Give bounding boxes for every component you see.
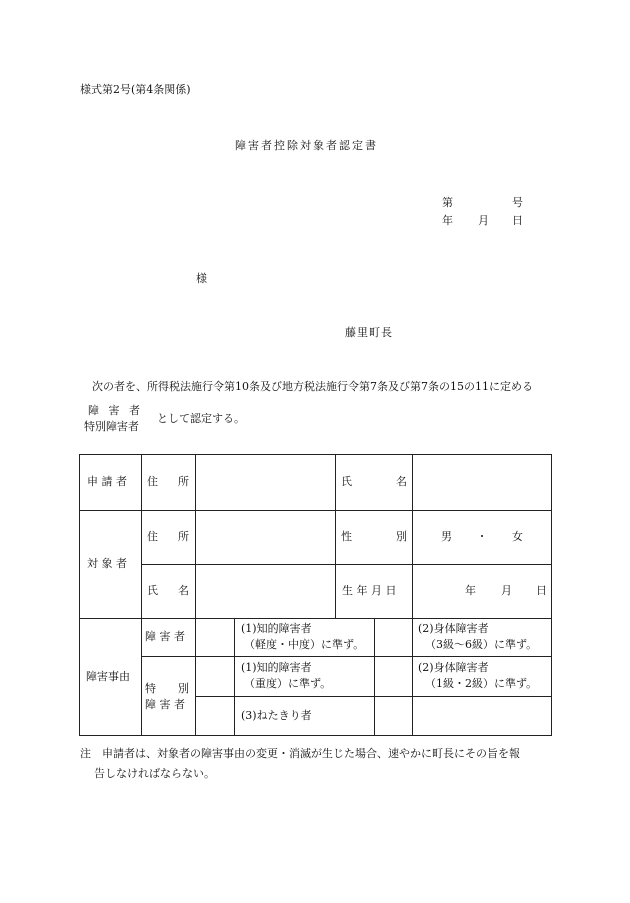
r2-physical-line1: (2)身体障害者 <box>418 661 489 674</box>
r1-physical-line2: （3級～6級）に準ず。 <box>425 638 538 651</box>
issuer: 藤里町長 <box>345 326 393 339</box>
birthdate-year: 年 <box>465 584 476 597</box>
special-category-label-line1: 特 別 <box>145 682 189 695</box>
document-number-prefix: 第 <box>442 196 453 209</box>
subject-name-field[interactable] <box>196 565 335 618</box>
note-line2: 告しなければならない。 <box>94 767 215 780</box>
applicant-label: 申 請 者 <box>87 475 127 488</box>
subject-address-label: 住 所 <box>147 530 189 543</box>
document-title: 障害者控除対象者認定書 <box>235 139 378 152</box>
sex-male-option[interactable]: 男 <box>441 530 452 543</box>
r2-intellectual-line1: (1)知的障害者 <box>241 661 312 674</box>
applicant-address-field[interactable] <box>196 455 335 510</box>
subject-sex-options[interactable]: 男 ・ 女 <box>441 530 523 543</box>
issue-date-year: 年 <box>442 214 453 227</box>
body-text-line1: 次の者を、所得税法施行令第10条及び地方税法施行令第7条及び第7条の15の11に定める <box>92 380 533 393</box>
issue-date-day: 日 <box>512 214 523 227</box>
special-check-box[interactable] <box>196 657 234 735</box>
issue-date-month: 月 <box>478 214 489 227</box>
subject-sex-label: 性 別 <box>341 530 407 543</box>
subject-name-label: 氏 名 <box>147 584 189 597</box>
certification-table <box>79 454 552 736</box>
note-line1: 注 申請者は、対象者の障害事由の変更・消滅が生じた場合、速やかに町長にその旨を報 <box>80 747 520 760</box>
disabled-category-label: 障 害 者 <box>145 630 185 643</box>
category-special-disabled: 特別障害者 <box>84 420 139 433</box>
r2-physical-line2: （1級・2級）に準ず。 <box>425 677 538 690</box>
birthdate-day: 日 <box>536 584 547 597</box>
birthdate-month: 月 <box>501 584 512 597</box>
r1-intellectual-line2: （軽度・中度）に準ず。 <box>244 638 365 651</box>
sex-female-option[interactable]: 女 <box>512 530 523 543</box>
r2-intellectual-line2: （重度）に準ず。 <box>244 677 332 690</box>
applicant-name-field[interactable] <box>413 455 551 510</box>
document-number-suffix: 号 <box>512 196 523 209</box>
applicant-name-label: 氏 名 <box>341 475 407 488</box>
r3-bedridden: (3)ねたきり者 <box>241 709 312 722</box>
r1-right-check-box[interactable] <box>375 619 412 656</box>
r3-check-box[interactable] <box>375 697 412 735</box>
category-disabled: 障 害 者 <box>88 404 143 417</box>
birthdate-label: 生 年 月 日 <box>342 584 397 597</box>
subject-label: 対 象 者 <box>87 557 127 570</box>
disabled-check-box[interactable] <box>196 619 234 656</box>
addressee-honorific: 様 <box>196 272 207 285</box>
body-text-tail: として認定する。 <box>157 412 245 425</box>
special-category-label-line2: 障 害 者 <box>145 698 185 711</box>
applicant-address-label: 住 所 <box>147 475 189 488</box>
subject-address-field[interactable] <box>196 511 335 564</box>
r1-physical-line1: (2)身体障害者 <box>418 622 489 635</box>
form-number: 様式第2号(第4条関係) <box>80 83 191 96</box>
r1-intellectual-line1: (1)知的障害者 <box>241 622 312 635</box>
reason-label: 障害事由 <box>86 670 130 683</box>
r2-right-check-box[interactable] <box>375 657 412 696</box>
